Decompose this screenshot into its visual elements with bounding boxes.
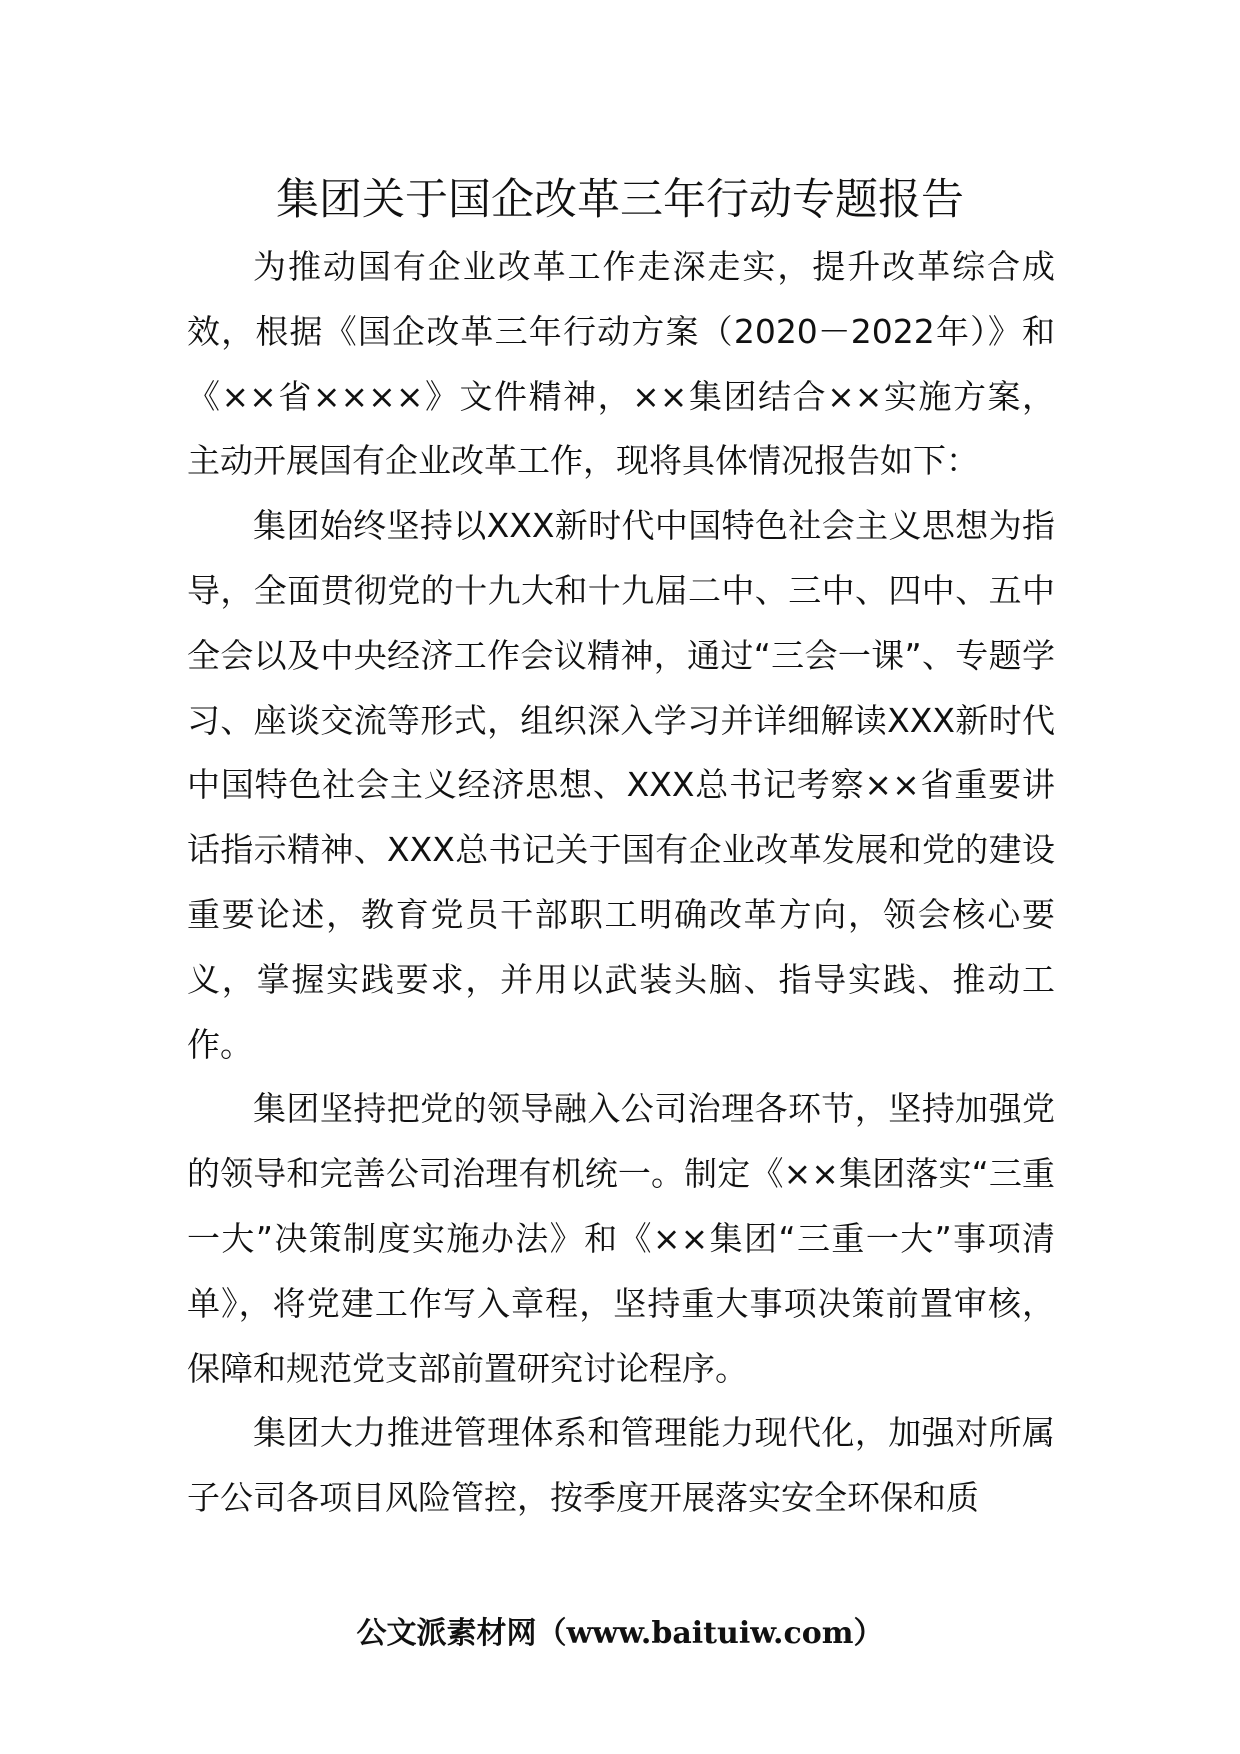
footer-watermark: 公文派素材网（www.baituiw.com）	[356, 1616, 884, 1651]
document-title: 集团关于国企改革三年行动专题报告	[276, 175, 964, 225]
document-body	[187, 235, 1055, 1531]
paragraph-intro: 为推动国有企业改革工作走深走实，提升改革综合成效，根据《国企改革三年行动方案（2020－2022年）》和《××省××××》文件精神，××集团结合××实施方案，主动开展国有企业改革工作，现将具体情况报告如下：	[187, 247, 1055, 481]
paragraph-management-modernization: 集团大力推进管理体系和管理能力现代化，加强对所属子公司各项目风险管控，按季度开展落实安全环保和质	[187, 1413, 1055, 1518]
paragraph-guiding-thought: 集团始终坚持以XXX新时代中国特色社会主义思想为指导，全面贯彻党的十九大和十九届二中、三中、四中、五中全会以及中央经济工作会议精神，通过“三会一课”、专题学习、座谈交流等形式，组织深入学习并详细解读XXX新时代中国特色社会主义经济思想、XXX总书记考察××省重要讲话指示精神、XXX总书记关于国有企业改革发展和党的建设重要论述，教育党员干部职工明确改革方向，领会核心要义，掌握实践要求，并用以武装头脑、指导实践、推动工作。	[187, 506, 1055, 1064]
paragraph-party-leadership: 集团坚持把党的领导融入公司治理各环节，坚持加强党的领导和完善公司治理有机统一。制定《××集团落实“三重一大”决策制度实施办法》和《××集团“三重一大”事项清单》，将党建工作写入章程，坚持重大事项决策前置审核，保障和规范党支部前置研究讨论程序。	[187, 1089, 1055, 1388]
